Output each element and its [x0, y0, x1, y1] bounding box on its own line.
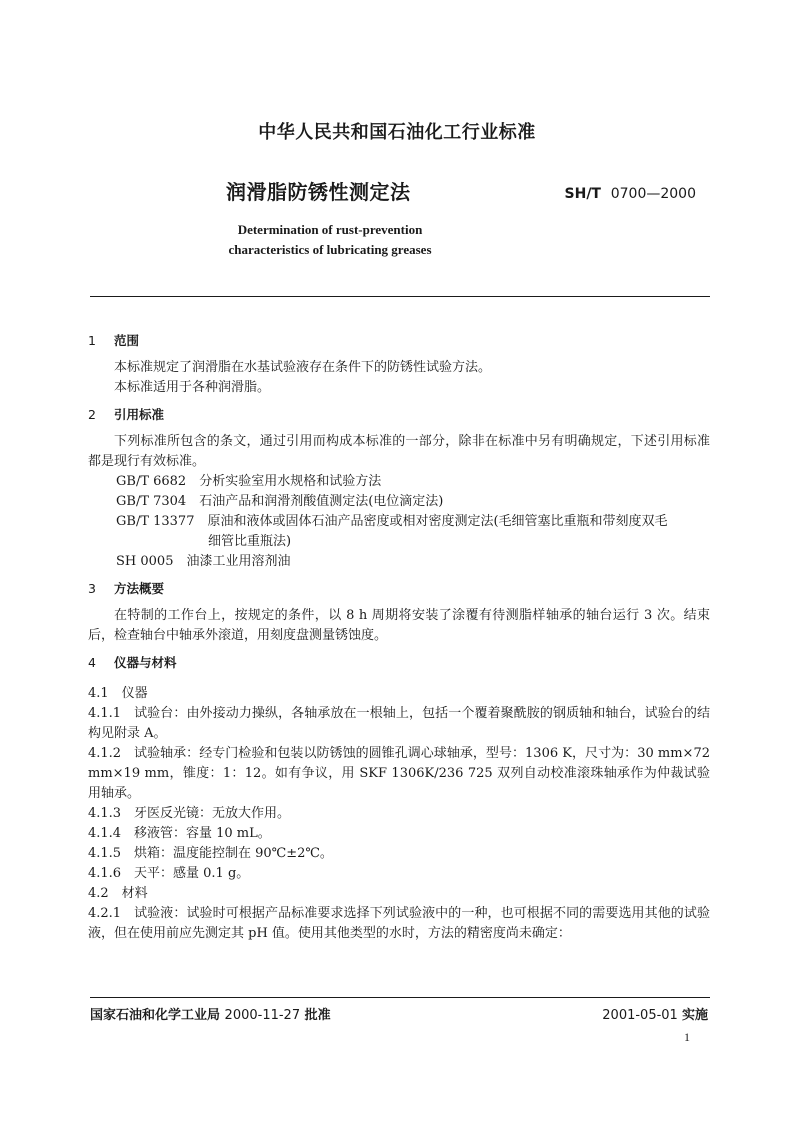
- section-heading-summary: [88, 578, 710, 600]
- clause-heading: 4.2 材料: [88, 886, 148, 901]
- section-title: 引用标准: [114, 407, 165, 422]
- reference-item: GB/T 6682 分析实验室用水规格和试验方法: [116, 474, 382, 489]
- section-title: 范围: [114, 333, 140, 348]
- approval-word: 批准: [304, 1008, 331, 1023]
- effective-date: 2001-05-01: [602, 1008, 678, 1023]
- section-number: 3: [88, 581, 96, 596]
- approval-date: 2000-11-27: [224, 1008, 301, 1023]
- clause-number: 4.1.1: [88, 706, 122, 721]
- reference-item: SH 0005 油漆工业用溶剂油: [116, 554, 291, 569]
- reference-item: GB/T 7304 石油产品和润滑剂酸值测定法(电位滴定法): [116, 494, 444, 509]
- paragraph: 本标准规定了润滑脂在水基试验液存在条件下的防锈性试验方法。: [114, 360, 492, 375]
- clause: [88, 904, 710, 944]
- paragraph: 本标准适用于各种润滑脂。: [114, 380, 271, 395]
- clause-number: 4.1.4: [88, 826, 122, 841]
- section-heading-references: [88, 404, 710, 426]
- clause-text: 移液管：容量 10 mL。: [134, 826, 271, 841]
- clause-text: 牙医反光镜：无放大作用。: [134, 806, 291, 821]
- clause-text: 试验轴承：经专门检验和包装以防锈蚀的圆锥孔调心球轴承，型号：1306 K，尺寸为：30 mm×72 mm×19 mm，锥度：1：12。如有争议，用 SKF 1306K/236 725 双列自动校准滚珠轴承作为仲裁试验用轴承。: [88, 746, 710, 801]
- effective-line: [602, 1004, 708, 1023]
- clause: [88, 844, 710, 864]
- section-title: 方法概要: [114, 581, 165, 596]
- clause-text: 试验台：由外接动力操纵，各轴承放在一根轴上，包括一个覆着聚酰胺的钢质轴和轴台，试验台的结构见附录 A。: [88, 706, 710, 741]
- clause: [88, 804, 710, 824]
- section-number: 1: [88, 333, 96, 348]
- english-title-line-2: characteristics of lubricating greases: [228, 242, 432, 257]
- effective-word: 实施: [681, 1008, 708, 1023]
- header-divider: [90, 296, 710, 297]
- clause-number: 4.1.2: [88, 746, 122, 761]
- clause-text: 烘箱：温度能控制在 90℃±2℃。: [134, 846, 333, 861]
- paragraph: 下列标准所包含的条文，通过引用而构成本标准的一部分，除非在标准中另有明确规定，下述引用标准都是现行有效标准。: [88, 434, 710, 469]
- section-title: 仪器与材料: [114, 655, 177, 670]
- clause: [88, 824, 710, 844]
- section-number: 2: [88, 407, 96, 422]
- clause: [88, 704, 710, 744]
- document-body: [88, 330, 710, 944]
- approval-line: [90, 1004, 331, 1023]
- standard-code-prefix: SH/T: [564, 186, 601, 202]
- clause: [88, 864, 710, 884]
- clause-number: 4.1.3: [88, 806, 122, 821]
- issuer: 国家石油和化学工业局: [90, 1008, 221, 1023]
- clause: [88, 744, 710, 804]
- footer-divider: [90, 997, 710, 998]
- reference-item-continuation: 细管比重瓶法): [208, 534, 292, 549]
- document-title: 润滑脂防锈性测定法: [226, 180, 411, 204]
- organization-title: 中华人民共和国石油化工行业标准: [258, 122, 536, 143]
- section-heading-apparatus: [88, 652, 710, 674]
- section-number: 4: [88, 655, 96, 670]
- clause-text: 试验液：试验时可根据产品标准要求选择下列试验液中的一种，也可根据不同的需要选用其他的试验液，但在使用前应先测定其 pH 值。使用其他类型的水时，方法的精密度尚未确定：: [88, 906, 710, 941]
- standard-code: [565, 186, 696, 202]
- section-heading-scope: [88, 330, 710, 352]
- clause-number: 4.2.1: [88, 906, 122, 921]
- clause-text: 天平：感量 0.1 g。: [134, 866, 250, 881]
- clause-number: 4.1.6: [88, 866, 122, 881]
- english-title-line-1: Determination of rust-prevention: [237, 222, 423, 237]
- paragraph: 在特制的工作台上，按规定的条件，以 8 h 周期将安装了涂覆有待测脂样轴承的轴台运行 3 次。结束后，检查轴台中轴承外滚道，用刻度盘测量锈蚀度。: [88, 608, 710, 643]
- reference-item: GB/T 13377 原油和液体或固体石油产品密度或相对密度测定法(毛细管塞比重瓶和带刻度双毛: [116, 514, 668, 529]
- standard-code-number: 0700—2000: [610, 186, 696, 202]
- page-number: 1: [684, 1030, 690, 1044]
- clause-heading: 4.1 仪器: [88, 686, 148, 701]
- clause-number: 4.1.5: [88, 846, 122, 861]
